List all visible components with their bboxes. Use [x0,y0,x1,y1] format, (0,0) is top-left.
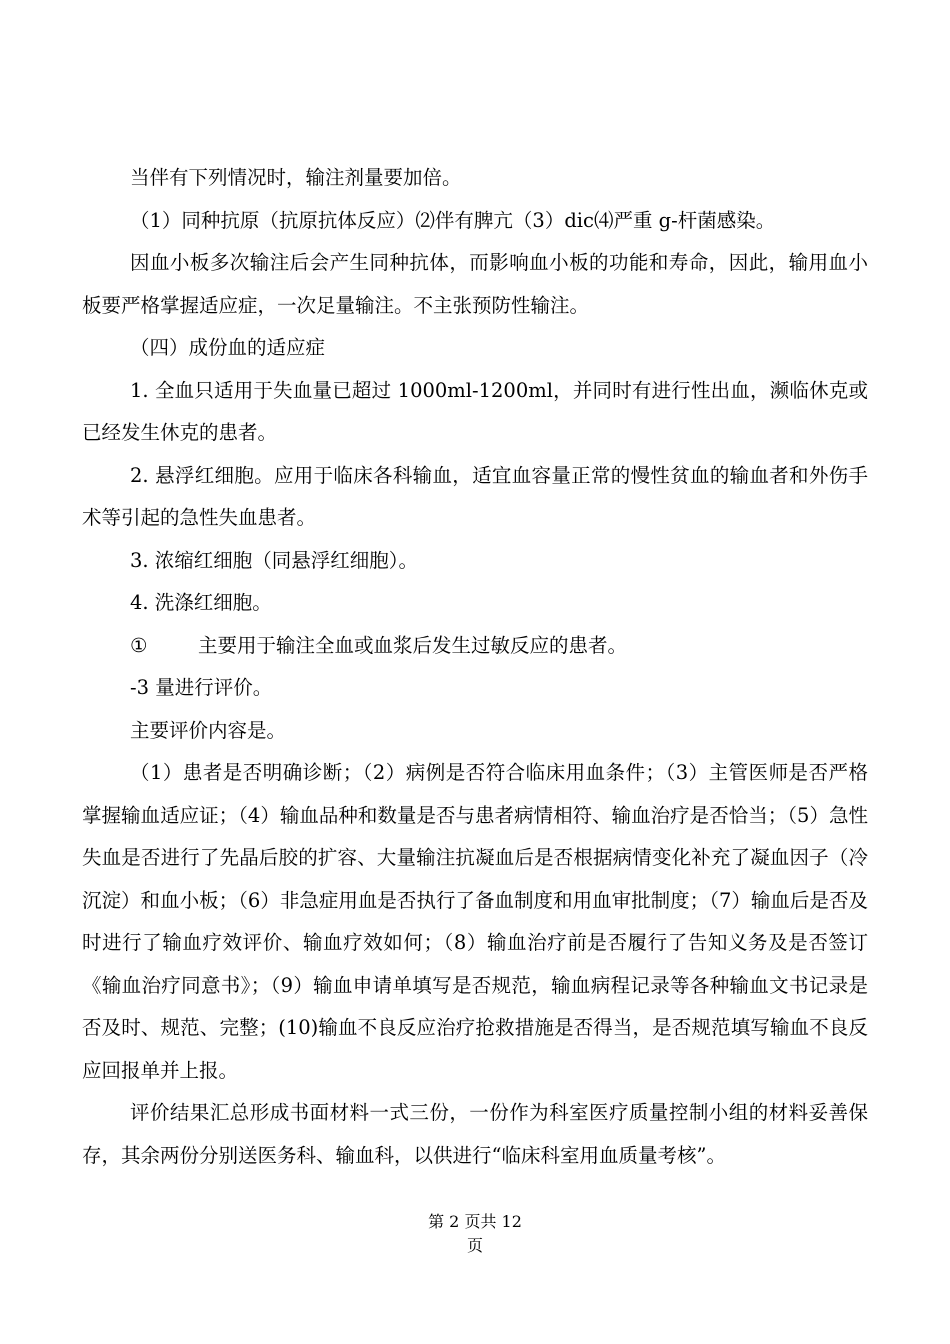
circled-number-mark: ① [130,633,148,657]
paragraph-conditions-list: （1）同种抗原（抗原抗体反应）⑵伴有脾亢（3）dic⑷严重 g-杆菌感染。 [130,208,776,232]
section-heading-component-blood: （四）成份血的适应症 [130,336,326,359]
page-number-line1: 第 2 页共 12 [428,1212,522,1231]
list-item-circled-1 [82,625,868,668]
document-body [82,157,868,1177]
paragraph-evaluation-fragment: -3 量进行评价。 [130,676,273,699]
paragraph-concentrated-rbc: 3. 浓缩红细胞（同悬浮红细胞）。 [130,548,419,572]
paragraph-evaluation-summary: 评价结果汇总形成书面材料一式三份，一份作为科室医疗质量控制小组的材料妥善保存，其余两份分别送医务科、输血科，以供进行“临床科室用血质量考核”。 [82,1101,868,1167]
circled-item-text: 主要用于输注全血或血浆后发生过敏反应的患者。 [198,633,628,657]
paragraph-suspended-rbc: 2. 悬浮红细胞。应用于临床各科输血，适宜血容量正常的慢性贫血的输血者和外伤手术等引起的急性失血患者。 [82,463,868,529]
paragraph-platelet-antibody: 因血小板多次输注后会产生同种抗体，而影响血小板的功能和寿命，因此，输用血小板要严格掌握适应症，一次足量输注。不主张预防性输注。 [82,251,868,317]
paragraph-evaluation-criteria: （1）患者是否明确诊断；（2）病例是否符合临床用血条件；（3）主管医师是否严格掌握输血适应证；（4）输血品种和数量是否与患者病情相符、输血治疗是否恰当；（5）急性失血是否进行了先晶后胶的扩容、大量输注抗凝血后是否根据病情变化补充了凝血因子（冷沉淀）和血小板；（6）非急症用血是否执行了备血制度和用血审批制度；（7）输血后是否及时进行了输血疗效评价、输血疗效如何；（8）输血治疗前是否履行了告知义务及是否签订《输血治疗同意书》；（9）输血申请单填写是否规范，输血病程记录等各种输血文书记录是否及时、规范、完整；(10)输血不良反应治疗抢救措施是否得当，是否规范填写输血不良反应回报单并上报。 [82,761,868,1082]
paragraph-whole-blood: 1. 全血只适用于失血量已超过 1000ml-1200ml，并同时有进行性出血，濒临休克或已经发生休克的患者。 [82,378,868,444]
page-footer [0,1210,950,1258]
paragraph-dosage-double: 当伴有下列情况时，输注剂量要加倍。 [130,166,462,189]
paragraph-evaluation-content-heading: 主要评价内容是。 [130,718,287,742]
page-number-line2: 页 [466,1236,483,1255]
paragraph-washed-rbc: 4. 洗涤红细胞。 [130,591,272,614]
